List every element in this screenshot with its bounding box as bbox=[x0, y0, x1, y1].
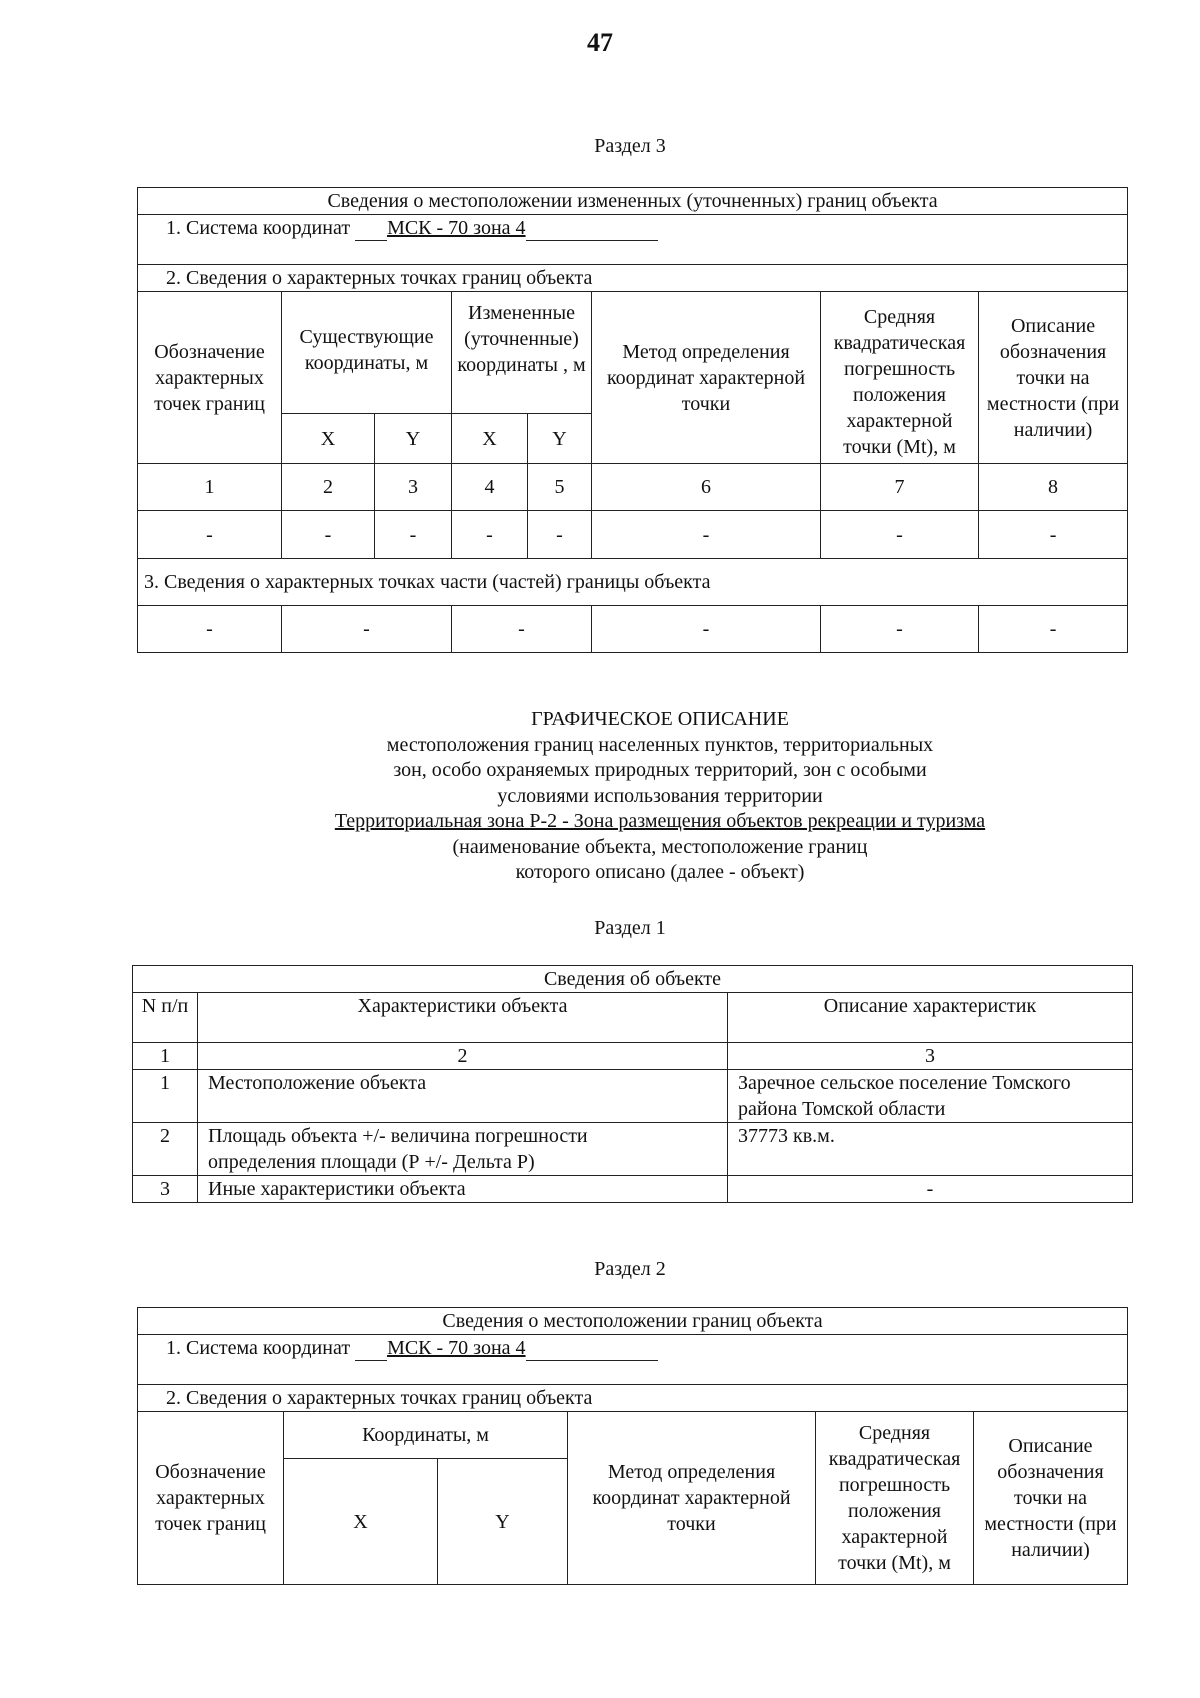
header-changed-x: X bbox=[452, 414, 528, 464]
section1-heading: Раздел 1 bbox=[594, 917, 666, 939]
header-designation: Обозначение характерных точек границ bbox=[138, 292, 282, 464]
section1-title: Сведения об объекте bbox=[133, 966, 1133, 993]
col-number: 3 bbox=[728, 1043, 1133, 1070]
graphic-line: которого описано (далее - объект) bbox=[515, 861, 805, 883]
table-cell: - bbox=[452, 606, 592, 653]
header-existing-y: Y bbox=[375, 414, 452, 464]
header-accuracy: Средняя квадратическая погрешность положения характерной точки (Mt), м bbox=[821, 292, 979, 464]
col-number: 5 bbox=[528, 464, 592, 511]
section3-table bbox=[137, 187, 1128, 653]
coord-label: 1. Система координат bbox=[166, 1337, 351, 1359]
row-n: 3 bbox=[133, 1176, 198, 1203]
table-cell: - bbox=[592, 511, 821, 559]
row-characteristic: Площадь объекта +/- величина погрешности определения площади (Р +/- Дельта Р) bbox=[198, 1123, 728, 1176]
section1-table bbox=[132, 965, 1133, 1203]
header-existing-x: X bbox=[282, 414, 375, 464]
section2-heading: Раздел 2 bbox=[594, 1258, 666, 1280]
coord-label: 1. Система координат bbox=[166, 217, 351, 239]
header-method: Метод определения координат характерной точки bbox=[568, 1412, 816, 1585]
graphic-line: условиями использования территории bbox=[497, 784, 823, 807]
graphic-title: ГРАФИЧЕСКОЕ ОПИСАНИЕ bbox=[531, 708, 789, 730]
col-number: 7 bbox=[821, 464, 979, 511]
table-cell: - bbox=[452, 511, 528, 559]
row-description: 37773 кв.м. bbox=[728, 1123, 1133, 1176]
section3-parts-title: 3. Сведения о характерных точках части (частей) границы объекта bbox=[138, 559, 1128, 606]
table-cell: - bbox=[138, 511, 282, 559]
col-number: 4 bbox=[452, 464, 528, 511]
table-cell: - bbox=[282, 511, 375, 559]
header-characteristics: Характеристики объекта bbox=[198, 993, 728, 1043]
col-number: 3 bbox=[375, 464, 452, 511]
col-number: 6 bbox=[592, 464, 821, 511]
section2-title: Сведения о местоположении границ объекта bbox=[138, 1308, 1128, 1335]
coord-value: МСК - 70 зона 4 bbox=[387, 217, 526, 239]
row-n: 2 bbox=[133, 1123, 198, 1176]
section2-table bbox=[137, 1307, 1128, 1585]
header-accuracy: Средняя квадратическая погрешность положения характерной точки (Mt), м bbox=[816, 1412, 974, 1585]
table-cell: - bbox=[592, 606, 821, 653]
graphic-line: (наименование объекта, местоположение границ bbox=[452, 835, 868, 858]
section3-coord-system bbox=[138, 215, 1128, 265]
col-number: 8 bbox=[979, 464, 1128, 511]
header-designation: Обозначение характерных точек границ bbox=[138, 1412, 284, 1585]
graphic-description bbox=[0, 707, 1200, 886]
col-number: 2 bbox=[282, 464, 375, 511]
table-cell: - bbox=[979, 511, 1128, 559]
table-cell: - bbox=[821, 511, 979, 559]
graphic-line: зон, особо охраняемых природных территорий, зон с особыми bbox=[393, 759, 927, 781]
header-description: Описание обозначения точки на местности (при наличии) bbox=[979, 292, 1128, 464]
header-coords: Координаты, м bbox=[284, 1412, 568, 1459]
graphic-line: местоположения границ населенных пунктов, территориальных bbox=[386, 733, 934, 756]
col-number: 2 bbox=[198, 1043, 728, 1070]
section3-points-title: 2. Сведения о характерных точках границ объекта bbox=[138, 265, 1128, 292]
header-description: Описание обозначения точки на местности (при наличии) bbox=[974, 1412, 1128, 1585]
section3-heading: Раздел 3 bbox=[594, 135, 666, 157]
section3-title: Сведения о местоположении измененных (уточненных) границ объекта bbox=[138, 188, 1128, 215]
coord-value: МСК - 70 зона 4 bbox=[387, 1337, 526, 1359]
header-description: Описание характеристик bbox=[728, 993, 1133, 1043]
table-cell: - bbox=[375, 511, 452, 559]
header-n: N п/п bbox=[133, 993, 198, 1043]
col-number: 1 bbox=[138, 464, 282, 511]
row-description: - bbox=[728, 1176, 1133, 1203]
object-name: Территориальная зона Р-2 - Зона размещения объектов рекреации и туризма bbox=[334, 810, 986, 832]
header-method: Метод определения координат характерной точки bbox=[592, 292, 821, 464]
table-cell: - bbox=[282, 606, 452, 653]
row-characteristic: Местоположение объекта bbox=[198, 1070, 728, 1123]
section2-coord-system bbox=[138, 1335, 1128, 1385]
header-existing-coords: Существующие координаты, м bbox=[282, 292, 452, 414]
header-y: Y bbox=[438, 1459, 568, 1585]
row-description: Заречное сельское поселение Томского района Томской области bbox=[728, 1070, 1133, 1123]
table-cell: - bbox=[138, 606, 282, 653]
row-n: 1 bbox=[133, 1070, 198, 1123]
table-cell: - bbox=[979, 606, 1128, 653]
table-cell: - bbox=[821, 606, 979, 653]
row-characteristic: Иные характеристики объекта bbox=[198, 1176, 728, 1203]
table-cell: - bbox=[528, 511, 592, 559]
header-changed-coords: Измененные (уточненные) координаты , м bbox=[452, 292, 592, 414]
header-changed-y: Y bbox=[528, 414, 592, 464]
col-number: 1 bbox=[133, 1043, 198, 1070]
page-number: 47 bbox=[587, 28, 613, 57]
section2-points-title: 2. Сведения о характерных точках границ объекта bbox=[138, 1385, 1128, 1412]
header-x: X bbox=[284, 1459, 438, 1585]
